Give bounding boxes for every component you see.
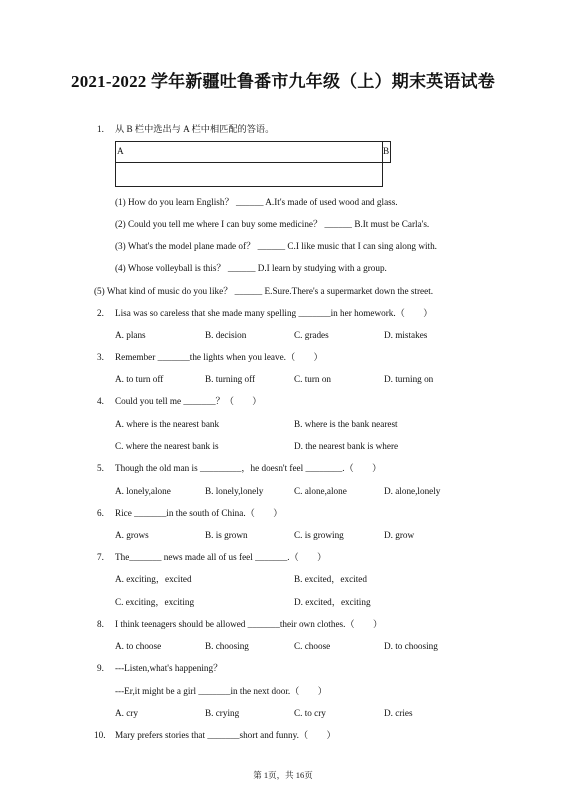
question-number: 9. bbox=[97, 663, 104, 673]
question-stem: Though the old man is _________，he doesn't feel ________.（ ） bbox=[115, 463, 382, 473]
option-a: A. where is the nearest bank bbox=[115, 419, 220, 429]
option-d: D. turning on bbox=[384, 374, 434, 384]
option-d: D. alone,lonely bbox=[384, 486, 441, 496]
option-b: B. decision bbox=[205, 330, 247, 340]
match-item: (3) What's the model plane made of？ ______ C.I like music that I can sing along with. bbox=[115, 241, 437, 251]
question-stem-continued: ---Er,it might be a girl _______in the next door.（ ） bbox=[115, 686, 327, 696]
option-a: A. lonely,alone bbox=[115, 486, 171, 496]
option-a: A. plans bbox=[115, 330, 146, 340]
option-b: B. choosing bbox=[205, 641, 249, 651]
table-header-row bbox=[115, 141, 383, 163]
question-stem: Lisa was so careless that she made many spelling _______in her homework.（ ） bbox=[115, 308, 433, 318]
option-a: A. exciting，excited bbox=[115, 574, 192, 584]
option-d: D. the nearest bank is where bbox=[294, 441, 399, 451]
option-d: D. mistakes bbox=[384, 330, 428, 340]
option-a: A. to choose bbox=[115, 641, 162, 651]
option-b: B. is grown bbox=[205, 530, 248, 540]
match-item: (1) How do you learn English？ ______ A.It's made of used wood and glass. bbox=[115, 197, 398, 207]
option-c: C. choose bbox=[294, 641, 331, 651]
option-c: C. turn on bbox=[294, 374, 332, 384]
option-a: A. grows bbox=[115, 530, 149, 540]
option-b: B. turning off bbox=[205, 374, 256, 384]
option-d: D. excited，exciting bbox=[294, 597, 371, 607]
option-c: C. alone,alone bbox=[294, 486, 347, 496]
question-stem: The_______ news made all of us feel _______.（ ） bbox=[115, 552, 327, 562]
option-a: A. to turn off bbox=[115, 374, 164, 384]
page-title: 2021-2022 学年新疆吐鲁番市九年级（上）期末英语试卷 bbox=[71, 72, 495, 91]
option-a: A. cry bbox=[115, 708, 138, 718]
table-body-row bbox=[115, 163, 383, 187]
question-number: 7. bbox=[97, 552, 104, 562]
option-b: B. lonely,lonely bbox=[205, 486, 264, 496]
match-item: (4) Whose volleyball is this？ ______ D.I learn by studying with a group. bbox=[115, 263, 387, 273]
question-number: 1. bbox=[97, 124, 104, 134]
option-d: D. grow bbox=[384, 530, 415, 540]
question-number: 3. bbox=[97, 352, 104, 362]
option-c: C. where the nearest bank is bbox=[115, 441, 219, 451]
option-c: C. to cry bbox=[294, 708, 326, 718]
option-d: D. cries bbox=[384, 708, 413, 718]
page-footer: 第 1页，共 16页 bbox=[253, 770, 313, 780]
question-number: 8. bbox=[97, 619, 104, 629]
question-stem: Could you tell me _______？（ ） bbox=[115, 396, 262, 406]
column-a-label: A bbox=[117, 146, 124, 156]
option-b: B. crying bbox=[205, 708, 240, 718]
option-b: B. excited，excited bbox=[294, 574, 367, 584]
option-b: B. where is the bank nearest bbox=[294, 419, 398, 429]
question-stem: Remember _______the lights when you leave.（ ） bbox=[115, 352, 323, 362]
option-d: D. to choosing bbox=[384, 641, 438, 651]
column-b-label: B bbox=[383, 146, 390, 156]
option-c: C. exciting，exciting bbox=[115, 597, 195, 607]
match-item: (5) What kind of music do you like？ ______ E.Sure.There's a supermarket down the street. bbox=[94, 286, 434, 296]
question-stem: Mary prefers stories that _______short and funny.（ ） bbox=[115, 730, 336, 740]
question-number: 10. bbox=[94, 730, 106, 740]
option-c: C. is growing bbox=[294, 530, 344, 540]
question-stem: I think teenagers should be allowed _______their own clothes.（ ） bbox=[115, 619, 383, 629]
match-item: (2) Could you tell me where I can buy some medicine？ ______ B.It must be Carla's. bbox=[115, 219, 430, 229]
option-c: C. grades bbox=[294, 330, 329, 340]
question-number: 5. bbox=[97, 463, 104, 473]
question-stem: 从 B 栏中选出与 A 栏中相匹配的答语。 bbox=[115, 124, 275, 134]
question-number: 6. bbox=[97, 508, 104, 518]
question-stem: Rice _______in the south of China.（ ） bbox=[115, 508, 283, 518]
question-number: 4. bbox=[97, 396, 104, 406]
question-number: 2. bbox=[97, 308, 104, 318]
question-stem: ---Listen,what's happening？ bbox=[115, 663, 223, 673]
